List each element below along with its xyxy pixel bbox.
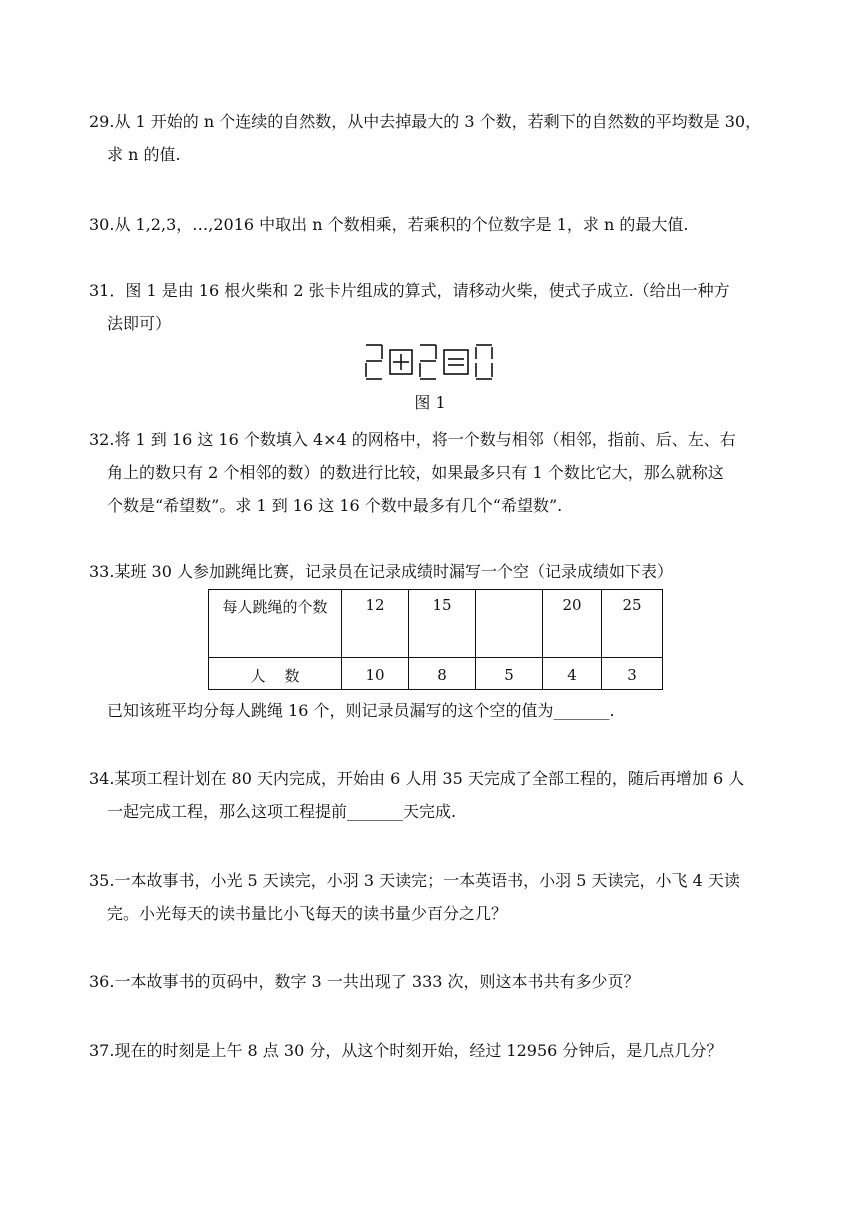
question-32-line1: 32.将 1 到 16 这 16 个数填入 4×4 的网格中，将一个数与相邻（相邻，指前、后、左、右 bbox=[89, 430, 736, 449]
question-33-note: 已知该班平均分每人跳绳 16 个，则记录员漏写的这个空的值为_______. bbox=[107, 701, 615, 720]
question-30 bbox=[89, 208, 789, 241]
question-35-line2: 完。小光每天的读书量比小飞每天的读书量少百分之几？ bbox=[107, 904, 508, 923]
score-table bbox=[208, 589, 663, 690]
table-header-cell: 人 数 bbox=[209, 658, 342, 690]
question-29-line2: 求 n 的值. bbox=[107, 145, 181, 164]
matchstick-equation-figure bbox=[362, 342, 502, 382]
question-34-line1: 34.某项工程计划在 80 天内完成，开始由 6 人用 35 天完成了全部工程的，随后再增加 6 人 bbox=[89, 769, 745, 788]
question-32 bbox=[89, 423, 789, 522]
table-cell: 4 bbox=[543, 658, 602, 690]
question-31 bbox=[89, 274, 789, 340]
question-37-line1: 37.现在的时刻是上午 8 点 30 分，从这个时刻开始，经过 12956 分钟后，是几点几分？ bbox=[89, 1041, 723, 1060]
question-29 bbox=[89, 105, 789, 171]
question-34 bbox=[89, 762, 789, 828]
table-header-cell: 每人跳绳的个数 bbox=[209, 590, 342, 658]
table-row bbox=[209, 658, 663, 690]
table-cell: 5 bbox=[476, 658, 543, 690]
question-35-line1: 35.一本故事书，小光 5 天读完，小羽 3 天读完；一本英语书，小羽 5 天读完，小飞 4 天读 bbox=[89, 871, 740, 890]
question-31-line1: 31．图 1 是由 16 根火柴和 2 张卡片组成的算式，请移动火柴，使式子成立.（给出一种方 bbox=[89, 281, 730, 300]
question-35 bbox=[89, 864, 789, 930]
question-29-line1: 29.从 1 开始的 n 个连续的自然数，从中去掉最大的 3 个数，若剩下的自然数的平均数是 30， bbox=[89, 112, 762, 131]
question-36 bbox=[89, 965, 789, 998]
table-cell: 12 bbox=[342, 590, 409, 658]
question-37 bbox=[89, 1034, 789, 1067]
table-row bbox=[209, 590, 663, 658]
question-30-line1: 30.从 1,2,3，…,2016 中取出 n 个数相乘，若乘积的个位数字是 1，求 n 的最大值. bbox=[89, 215, 689, 234]
table-cell: 8 bbox=[409, 658, 476, 690]
question-31-line2: 法即可） bbox=[107, 314, 172, 333]
question-36-line1: 36.一本故事书的页码中，数字 3 一共出现了 333 次，则这本书共有多少页？ bbox=[89, 972, 640, 991]
table-cell bbox=[476, 590, 543, 658]
question-33-line1: 33.某班 30 人参加跳绳比赛，记录员在记录成绩时漏写一个空（记录成绩如下表） bbox=[89, 562, 673, 581]
figure-caption: 图 1 bbox=[414, 393, 446, 412]
question-34-line2: 一起完成工程，那么这项工程提前_______天完成. bbox=[107, 802, 457, 821]
table-cell: 3 bbox=[602, 658, 663, 690]
table-cell: 10 bbox=[342, 658, 409, 690]
question-32-line2: 角上的数只有 2 个相邻的数）的数进行比较，如果最多只有 1 个数比它大，那么就称这 bbox=[107, 463, 724, 482]
table-cell: 20 bbox=[543, 590, 602, 658]
question-32-line3: 个数是“希望数”。求 1 到 16 这 16 个数中最多有几个“希望数”. bbox=[107, 496, 563, 515]
table-cell: 25 bbox=[602, 590, 663, 658]
question-33 bbox=[89, 555, 789, 588]
table-cell: 15 bbox=[409, 590, 476, 658]
